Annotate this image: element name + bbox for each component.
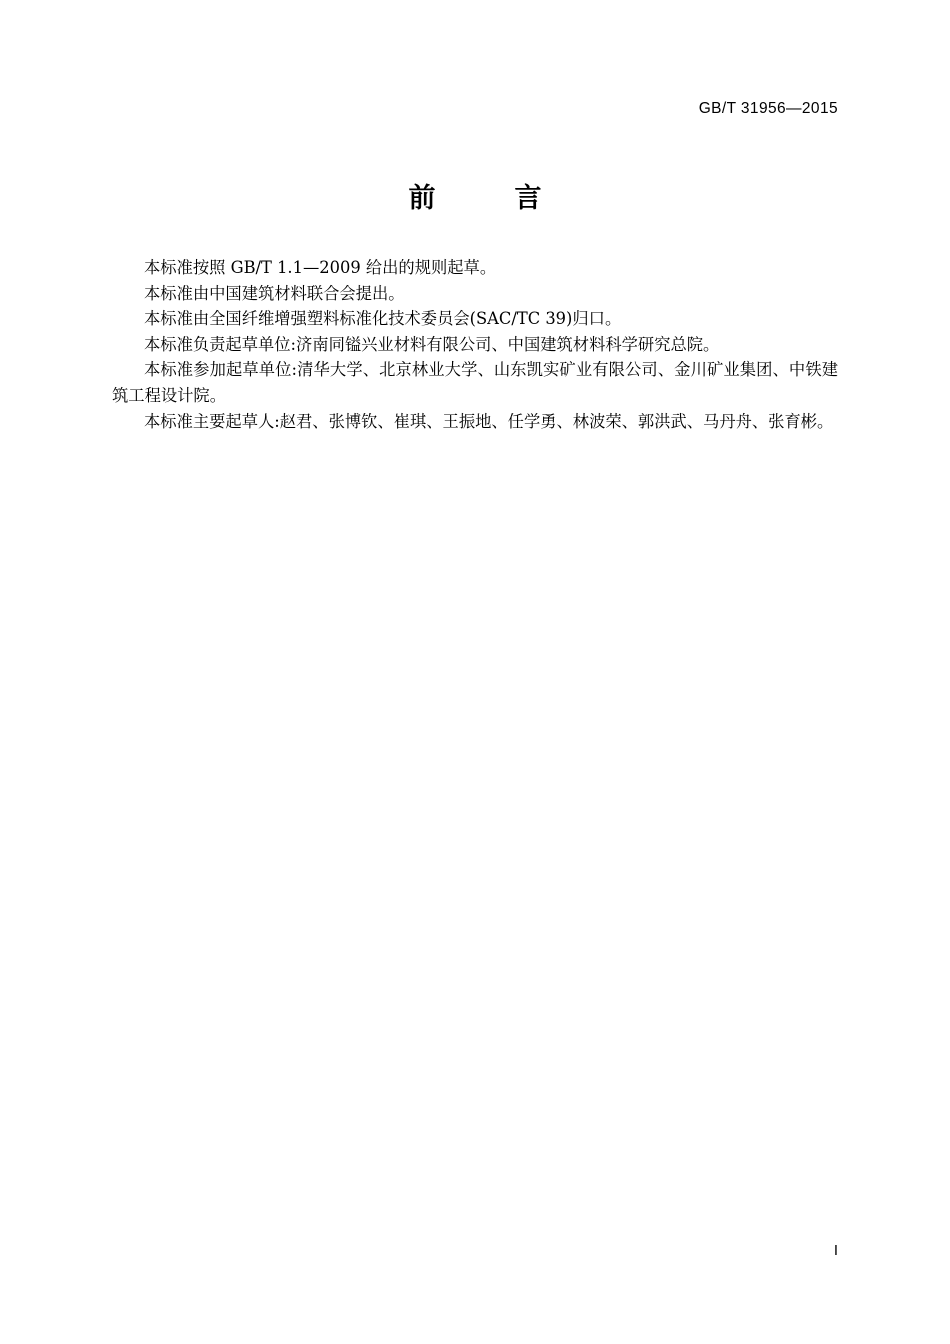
foreword-paragraph: 本标准主要起草人:赵君、张博钦、崔琪、王振地、任学勇、林波荣、郭洪武、马丹舟、张育彬。 [144,411,834,431]
foreword-paragraph: 本标准参加起草单位:清华大学、北京林业大学、山东凯实矿业有限公司、金川矿业集团、中铁建筑工程设计院。 [112,360,838,405]
foreword-paragraph: 本标准按照 GB/T 1.1—2009 给出的规则起草。 [144,258,497,277]
foreword-paragraph: 本标准由全国纤维增强塑料标准化技术委员会(SAC/TC 39)归口。 [144,309,622,329]
page-title: 前 言 [408,183,568,214]
page-number: Ⅰ [833,1244,838,1259]
standard-number-header: GB/T 31956—2015 [698,100,838,117]
foreword-body [112,255,838,434]
foreword-paragraph: 本标准负责起草单位:济南同镒兴业材料有限公司、中国建筑材料科学研究总院。 [144,334,720,354]
foreword-paragraph: 本标准由中国建筑材料联合会提出。 [144,283,405,303]
